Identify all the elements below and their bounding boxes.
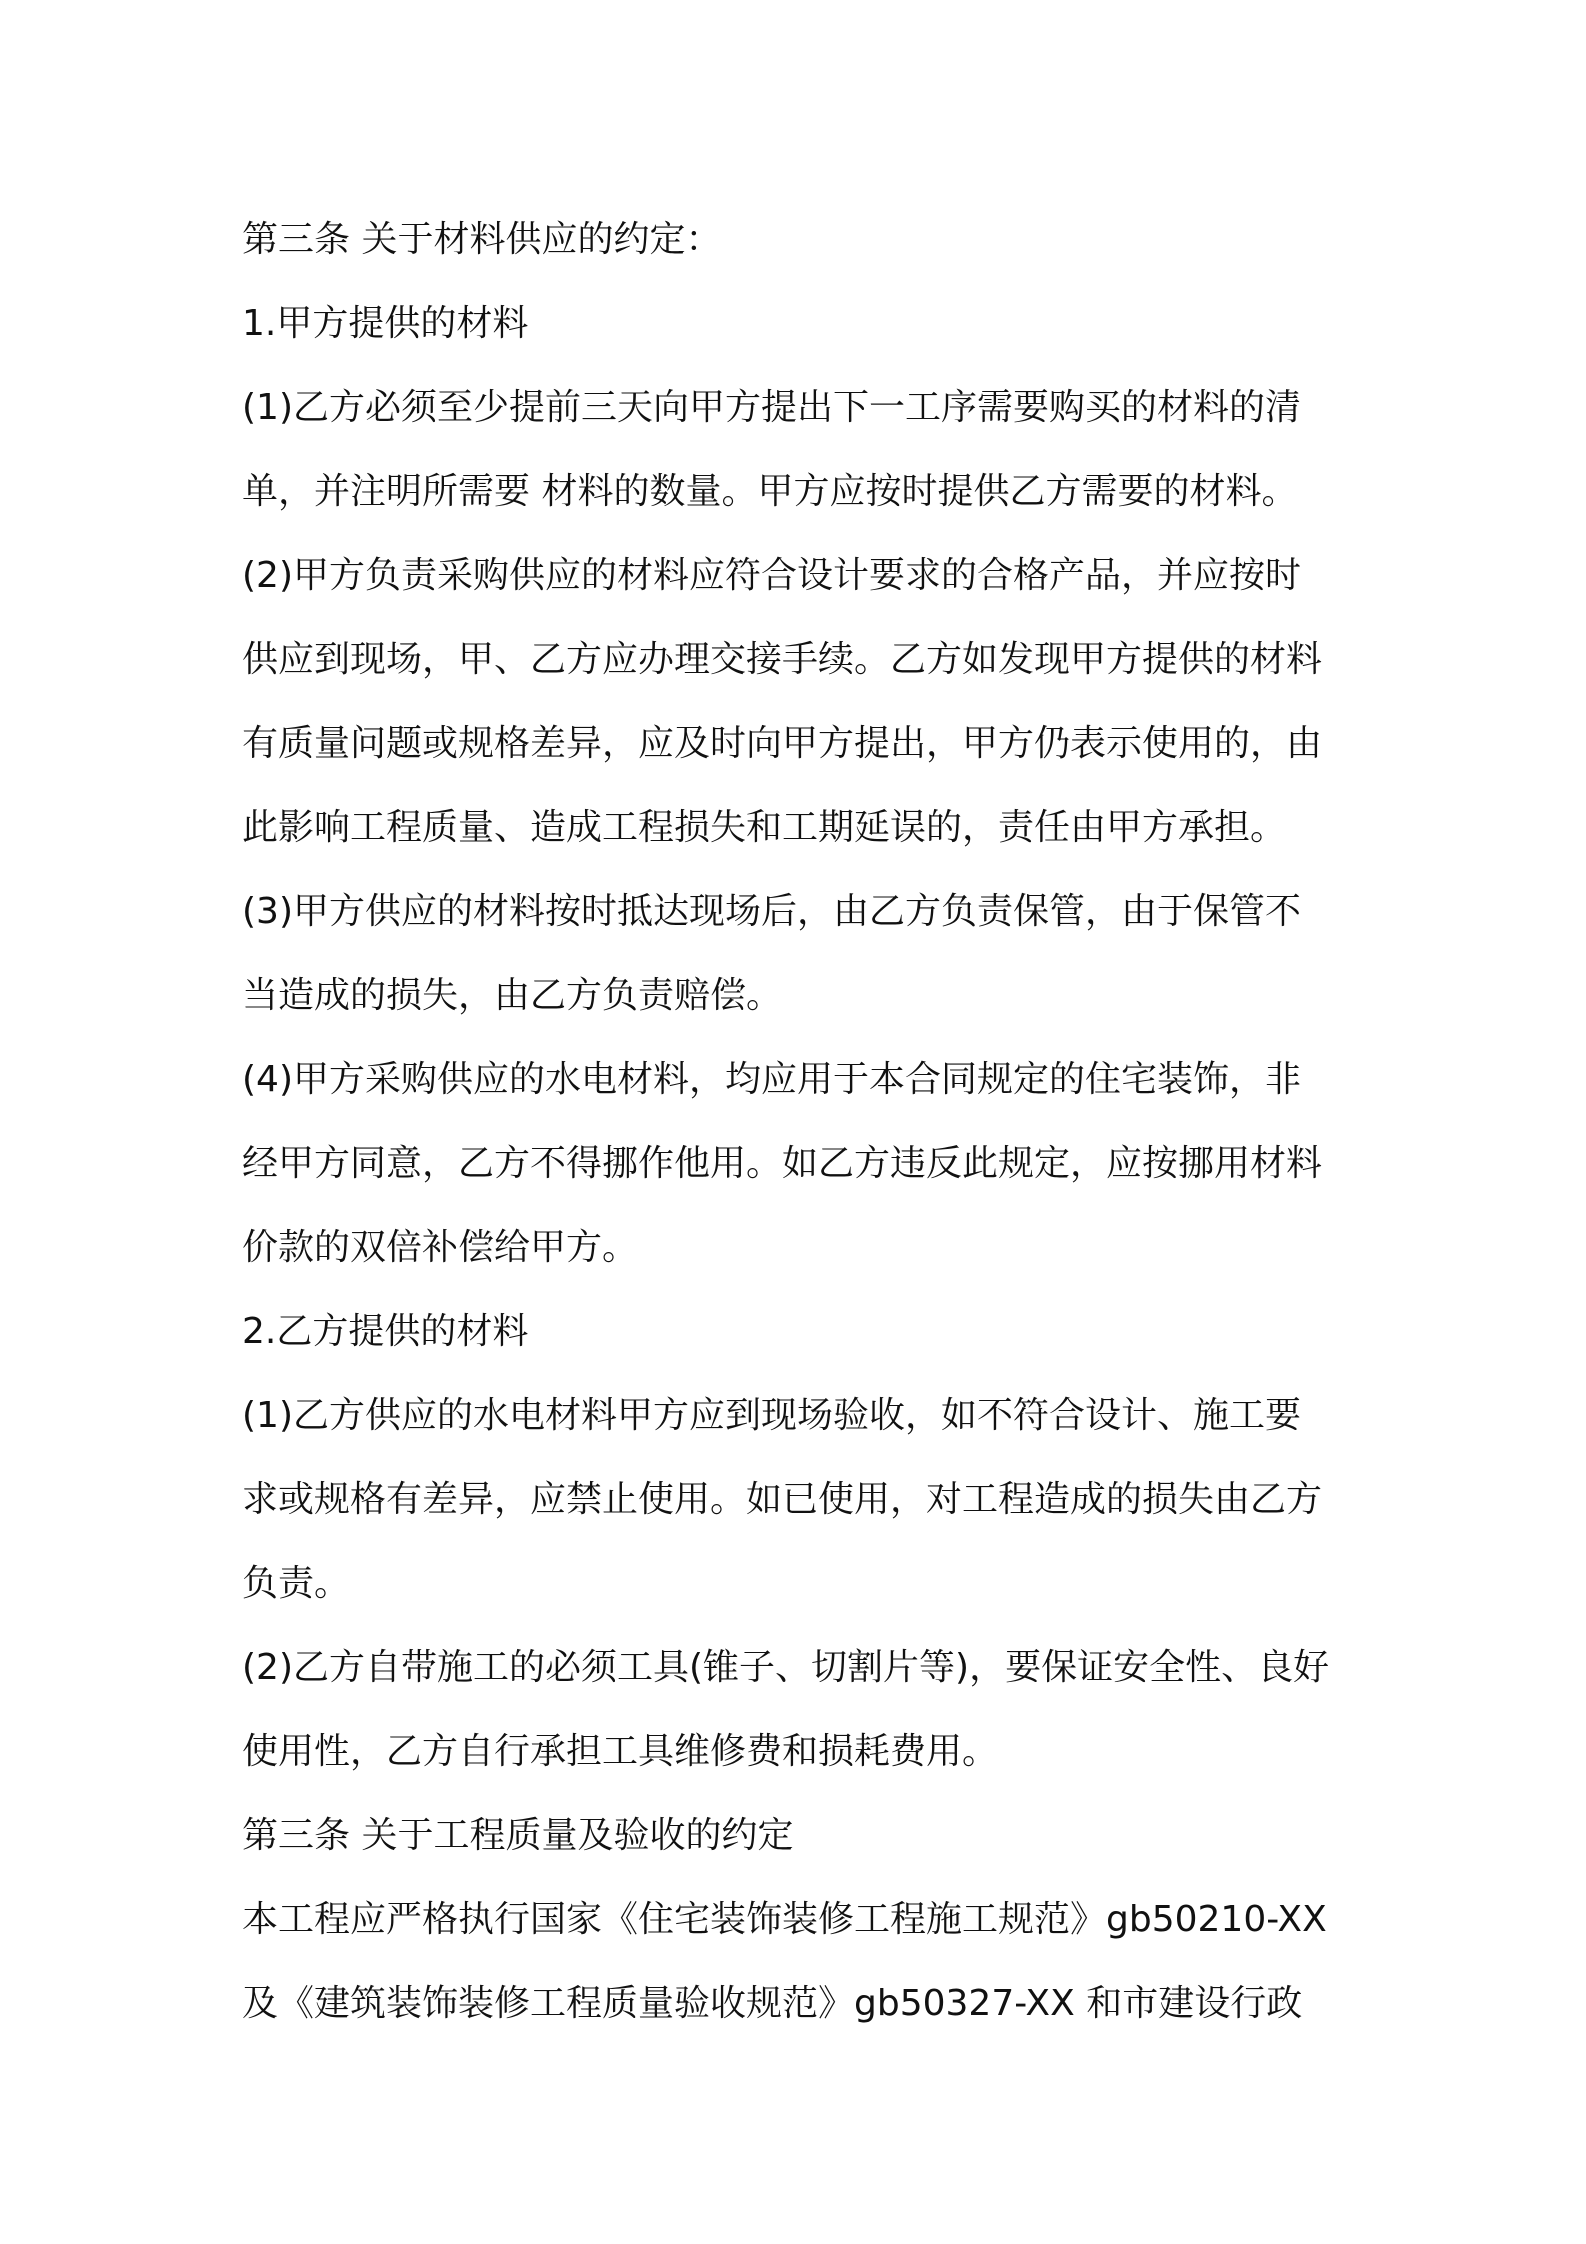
document-body bbox=[242, 198, 1362, 2046]
paragraph-line: (2)乙方自带施工的必须工具(锥子、切割片等)，要保证安全性、良好 bbox=[242, 1647, 1330, 1688]
paragraph-line: (2)甲方负责采购供应的材料应符合设计要求的合格产品，并应按时 bbox=[242, 555, 1301, 596]
paragraph-line: 此影响工程质量、造成工程损失和工期延误的，责任由甲方承担。 bbox=[242, 807, 1287, 848]
paragraph-line: 负责。 bbox=[242, 1563, 351, 1604]
paragraph-line: 当造成的损失，由乙方负责赔偿。 bbox=[242, 975, 783, 1016]
paragraph-line: 单，并注明所需要 材料的数量。甲方应按时提供乙方需要的材料。 bbox=[242, 471, 1298, 512]
paragraph-line: 及《建筑装饰装修工程质量验收规范》gb50327-XX 和市建设行政 bbox=[242, 1983, 1303, 2024]
paragraph-line: (3)甲方供应的材料按时抵达现场后，由乙方负责保管，由于保管不 bbox=[242, 891, 1301, 932]
section-heading-material-supply: 第三条 关于材料供应的约定： bbox=[242, 219, 722, 260]
paragraph-line: (1)乙方供应的水电材料甲方应到现场验收，如不符合设计、施工要 bbox=[242, 1395, 1301, 1436]
paragraph-line: 使用性，乙方自行承担工具维修费和损耗费用。 bbox=[242, 1731, 999, 1772]
section-heading-quality-acceptance: 第三条 关于工程质量及验收的约定 bbox=[242, 1815, 794, 1856]
paragraph-line: 本工程应严格执行国家《住宅装饰装修工程施工规范》gb50210-XX bbox=[242, 1899, 1327, 1940]
paragraph-line: (4)甲方采购供应的水电材料，均应用于本合同规定的住宅装饰，非 bbox=[242, 1059, 1301, 1100]
paragraph-line: 求或规格有差异，应禁止使用。如已使用，对工程造成的损失由乙方 bbox=[242, 1479, 1323, 1520]
paragraph-line: 有质量问题或规格差异，应及时向甲方提出，甲方仍表示使用的，由 bbox=[242, 723, 1323, 764]
paragraph-line: 经甲方同意，乙方不得挪作他用。如乙方违反此规定，应按挪用材料 bbox=[242, 1143, 1323, 1184]
subheading-party-b-materials: 2.乙方提供的材料 bbox=[242, 1311, 529, 1352]
subheading-party-a-materials: 1.甲方提供的材料 bbox=[242, 303, 529, 344]
paragraph-line: 价款的双倍补偿给甲方。 bbox=[242, 1227, 639, 1268]
paragraph-line: 供应到现场，甲、乙方应办理交接手续。乙方如发现甲方提供的材料 bbox=[242, 639, 1323, 680]
paragraph-line: (1)乙方必须至少提前三天向甲方提出下一工序需要购买的材料的清 bbox=[242, 387, 1301, 428]
